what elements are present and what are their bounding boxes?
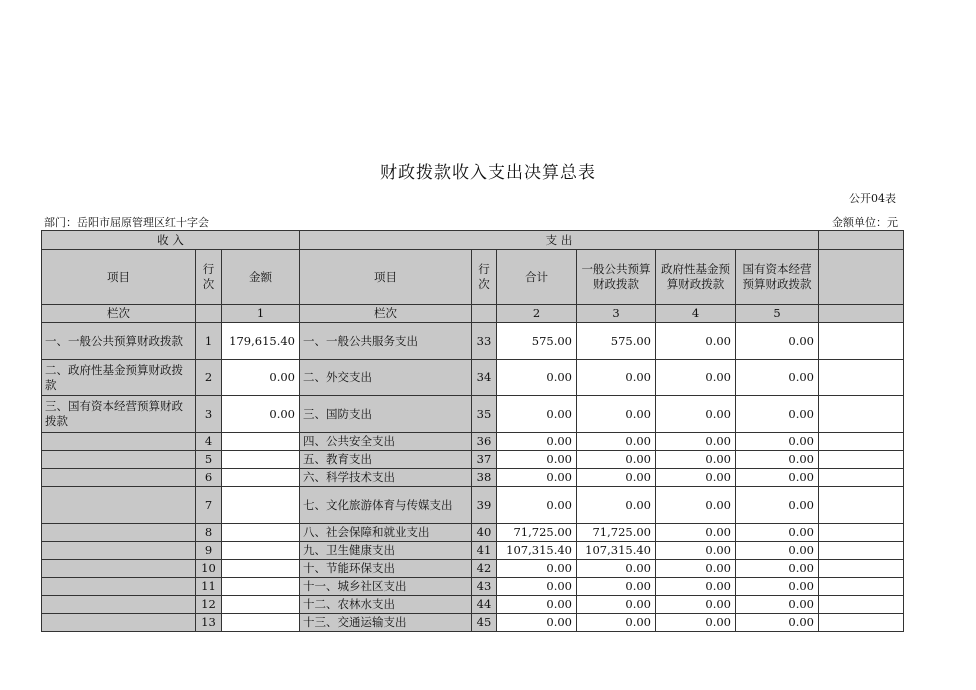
income-line-no-cell: 4 <box>196 433 222 451</box>
extra-cell <box>819 323 904 360</box>
expense-line-no-header: 行次 <box>472 250 497 305</box>
income-item-cell <box>42 433 196 451</box>
extra-cell <box>819 614 904 632</box>
column-label: 栏次 <box>42 305 196 323</box>
extra-cell <box>819 524 904 542</box>
expense-item-cell: 十三、交通运输支出 <box>300 614 472 632</box>
state-capital-cell: 0.00 <box>736 451 819 469</box>
income-header: 收 入 <box>42 231 300 250</box>
total-cell: 0.00 <box>497 433 577 451</box>
state-capital-cell: 0.00 <box>736 614 819 632</box>
column-number: 3 <box>577 305 656 323</box>
total-cell: 0.00 <box>497 560 577 578</box>
state-capital-cell: 0.00 <box>736 542 819 560</box>
gov-fund-cell: 0.00 <box>656 433 736 451</box>
expense-line-no-cell: 39 <box>472 487 497 524</box>
general-budget-cell: 0.00 <box>577 396 656 433</box>
table-row <box>42 578 904 596</box>
table-row <box>42 542 904 560</box>
column-label-blank <box>196 305 222 323</box>
table-row <box>42 487 904 524</box>
income-item-cell <box>42 451 196 469</box>
total-cell: 0.00 <box>497 451 577 469</box>
extra-cell <box>819 451 904 469</box>
total-cell: 575.00 <box>497 323 577 360</box>
income-amount-cell <box>222 469 300 487</box>
general-budget-header: 一般公共预算财政拨款 <box>577 250 656 305</box>
state-capital-cell: 0.00 <box>736 524 819 542</box>
gov-fund-cell: 0.00 <box>656 451 736 469</box>
expense-line-no-cell: 35 <box>472 396 497 433</box>
state-capital-cell: 0.00 <box>736 433 819 451</box>
expense-item-cell: 二、外交支出 <box>300 360 472 396</box>
income-line-no-cell: 7 <box>196 487 222 524</box>
total-cell: 107,315.40 <box>497 542 577 560</box>
form-code: 公开04表 <box>849 192 896 205</box>
income-amount-cell: 0.00 <box>222 396 300 433</box>
income-line-no-cell: 2 <box>196 360 222 396</box>
gov-fund-header: 政府性基金预算财政拨款 <box>656 250 736 305</box>
total-cell: 71,725.00 <box>497 524 577 542</box>
gov-fund-cell: 0.00 <box>656 396 736 433</box>
expense-item-cell: 三、国防支出 <box>300 396 472 433</box>
expense-item-cell: 一、一般公共服务支出 <box>300 323 472 360</box>
expense-item-cell: 十二、农林水支出 <box>300 596 472 614</box>
gov-fund-cell: 0.00 <box>656 614 736 632</box>
general-budget-cell: 575.00 <box>577 323 656 360</box>
income-amount-cell <box>222 524 300 542</box>
expense-item-cell: 五、教育支出 <box>300 451 472 469</box>
table-row <box>42 524 904 542</box>
extra-cell <box>819 560 904 578</box>
table-row <box>42 360 904 396</box>
general-budget-cell: 71,725.00 <box>577 524 656 542</box>
column-label: 栏次 <box>300 305 472 323</box>
income-item-cell: 三、国有资本经营预算财政拨款 <box>42 396 196 433</box>
extra-cell <box>819 469 904 487</box>
income-line-no-cell: 3 <box>196 396 222 433</box>
total-header: 合计 <box>497 250 577 305</box>
expense-line-no-cell: 41 <box>472 542 497 560</box>
income-item-header: 项目 <box>42 250 196 305</box>
income-line-no-cell: 8 <box>196 524 222 542</box>
gov-fund-cell: 0.00 <box>656 323 736 360</box>
table-row <box>42 560 904 578</box>
total-cell: 0.00 <box>497 396 577 433</box>
income-line-no-header: 行次 <box>196 250 222 305</box>
gov-fund-cell: 0.00 <box>656 578 736 596</box>
expense-line-no-cell: 38 <box>472 469 497 487</box>
expense-line-no-cell: 36 <box>472 433 497 451</box>
total-cell: 0.00 <box>497 469 577 487</box>
budget-summary-table <box>41 230 904 632</box>
extra-header-cell <box>819 305 904 323</box>
income-amount-cell <box>222 614 300 632</box>
extra-cell <box>819 487 904 524</box>
expense-line-no-cell: 44 <box>472 596 497 614</box>
income-line-no-cell: 13 <box>196 614 222 632</box>
gov-fund-cell: 0.00 <box>656 560 736 578</box>
income-amount-cell <box>222 542 300 560</box>
expense-line-no-cell: 33 <box>472 323 497 360</box>
state-capital-cell: 0.00 <box>736 596 819 614</box>
column-number: 1 <box>222 305 300 323</box>
expense-item-cell: 十、节能环保支出 <box>300 560 472 578</box>
income-amount-cell <box>222 560 300 578</box>
general-budget-cell: 0.00 <box>577 560 656 578</box>
state-capital-cell: 0.00 <box>736 578 819 596</box>
extra-cell <box>819 578 904 596</box>
column-number: 2 <box>497 305 577 323</box>
expense-item-cell: 十一、城乡社区支出 <box>300 578 472 596</box>
expense-header: 支 出 <box>300 231 819 250</box>
general-budget-cell: 0.00 <box>577 487 656 524</box>
column-label-blank <box>472 305 497 323</box>
state-capital-cell: 0.00 <box>736 323 819 360</box>
state-capital-cell: 0.00 <box>736 487 819 524</box>
income-amount-cell <box>222 596 300 614</box>
income-line-no-cell: 10 <box>196 560 222 578</box>
gov-fund-cell: 0.00 <box>656 596 736 614</box>
state-capital-header: 国有资本经营预算财政拨款 <box>736 250 819 305</box>
income-item-cell <box>42 487 196 524</box>
expense-line-no-cell: 42 <box>472 560 497 578</box>
income-item-cell <box>42 560 196 578</box>
table-row <box>42 396 904 433</box>
expense-line-no-cell: 40 <box>472 524 497 542</box>
gov-fund-cell: 0.00 <box>656 469 736 487</box>
table-row <box>42 433 904 451</box>
general-budget-cell: 0.00 <box>577 614 656 632</box>
extra-cell <box>819 396 904 433</box>
expense-item-cell: 九、卫生健康支出 <box>300 542 472 560</box>
expense-item-cell: 八、社会保障和就业支出 <box>300 524 472 542</box>
income-item-cell <box>42 578 196 596</box>
gov-fund-cell: 0.00 <box>656 360 736 396</box>
general-budget-cell: 0.00 <box>577 433 656 451</box>
expense-item-header: 项目 <box>300 250 472 305</box>
income-line-no-cell: 11 <box>196 578 222 596</box>
general-budget-cell: 0.00 <box>577 360 656 396</box>
income-amount-header: 金额 <box>222 250 300 305</box>
table-row <box>42 323 904 360</box>
income-line-no-cell: 1 <box>196 323 222 360</box>
income-item-cell: 一、一般公共预算财政拨款 <box>42 323 196 360</box>
column-number: 5 <box>736 305 819 323</box>
table-row <box>42 469 904 487</box>
gov-fund-cell: 0.00 <box>656 487 736 524</box>
total-cell: 0.00 <box>497 596 577 614</box>
column-number: 4 <box>656 305 736 323</box>
expense-line-no-cell: 45 <box>472 614 497 632</box>
table-row <box>42 596 904 614</box>
general-budget-cell: 0.00 <box>577 596 656 614</box>
extra-cell <box>819 596 904 614</box>
income-item-cell <box>42 469 196 487</box>
income-amount-cell <box>222 433 300 451</box>
income-item-cell <box>42 596 196 614</box>
income-item-cell: 二、政府性基金预算财政拨款 <box>42 360 196 396</box>
expense-line-no-cell: 37 <box>472 451 497 469</box>
income-line-no-cell: 9 <box>196 542 222 560</box>
state-capital-cell: 0.00 <box>736 469 819 487</box>
department-label: 部门：岳阳市屈原管理区红十字会 <box>44 216 209 229</box>
extra-cell <box>819 360 904 396</box>
extra-header-cell <box>819 250 904 305</box>
total-cell: 0.00 <box>497 614 577 632</box>
expense-item-cell: 七、文化旅游体育与传媒支出 <box>300 487 472 524</box>
general-budget-cell: 0.00 <box>577 578 656 596</box>
extra-cell <box>819 433 904 451</box>
state-capital-cell: 0.00 <box>736 396 819 433</box>
general-budget-cell: 0.00 <box>577 469 656 487</box>
income-item-cell <box>42 524 196 542</box>
income-amount-cell <box>222 487 300 524</box>
page-title: 财政拨款收入支出决算总表 <box>380 163 596 183</box>
table-row <box>42 451 904 469</box>
state-capital-cell: 0.00 <box>736 360 819 396</box>
table-row <box>42 614 904 632</box>
general-budget-cell: 107,315.40 <box>577 542 656 560</box>
gov-fund-cell: 0.00 <box>656 542 736 560</box>
unit-label: 金额单位：元 <box>832 216 898 229</box>
expense-line-no-cell: 43 <box>472 578 497 596</box>
extra-cell <box>819 542 904 560</box>
total-cell: 0.00 <box>497 487 577 524</box>
income-item-cell <box>42 542 196 560</box>
state-capital-cell: 0.00 <box>736 560 819 578</box>
gov-fund-cell: 0.00 <box>656 524 736 542</box>
expense-item-cell: 六、科学技术支出 <box>300 469 472 487</box>
income-line-no-cell: 5 <box>196 451 222 469</box>
income-amount-cell: 179,615.40 <box>222 323 300 360</box>
income-item-cell <box>42 614 196 632</box>
income-line-no-cell: 6 <box>196 469 222 487</box>
income-amount-cell <box>222 451 300 469</box>
expense-line-no-cell: 34 <box>472 360 497 396</box>
extra-header-cell <box>819 231 904 250</box>
expense-item-cell: 四、公共安全支出 <box>300 433 472 451</box>
total-cell: 0.00 <box>497 578 577 596</box>
income-amount-cell: 0.00 <box>222 360 300 396</box>
total-cell: 0.00 <box>497 360 577 396</box>
income-line-no-cell: 12 <box>196 596 222 614</box>
general-budget-cell: 0.00 <box>577 451 656 469</box>
income-amount-cell <box>222 578 300 596</box>
